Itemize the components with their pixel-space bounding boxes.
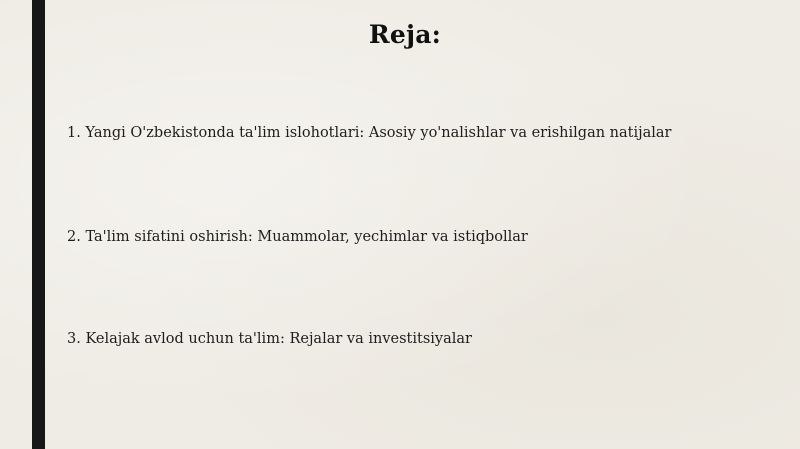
slide-title: Reja: <box>368 20 442 49</box>
agenda-item-1: 1. Yangi O'zbekistonda ta'lim islohotlari: Asosiy yo'nalishlar va erishilgan natijalar <box>67 125 672 141</box>
accent-bar <box>32 0 45 449</box>
agenda-item-3: 3. Kelajak avlod uchun ta'lim: Rejalar va investitsiyalar <box>67 331 472 347</box>
agenda-item-2: 2. Ta'lim sifatini oshirish: Muammolar, yechimlar va istiqbollar <box>67 229 528 245</box>
